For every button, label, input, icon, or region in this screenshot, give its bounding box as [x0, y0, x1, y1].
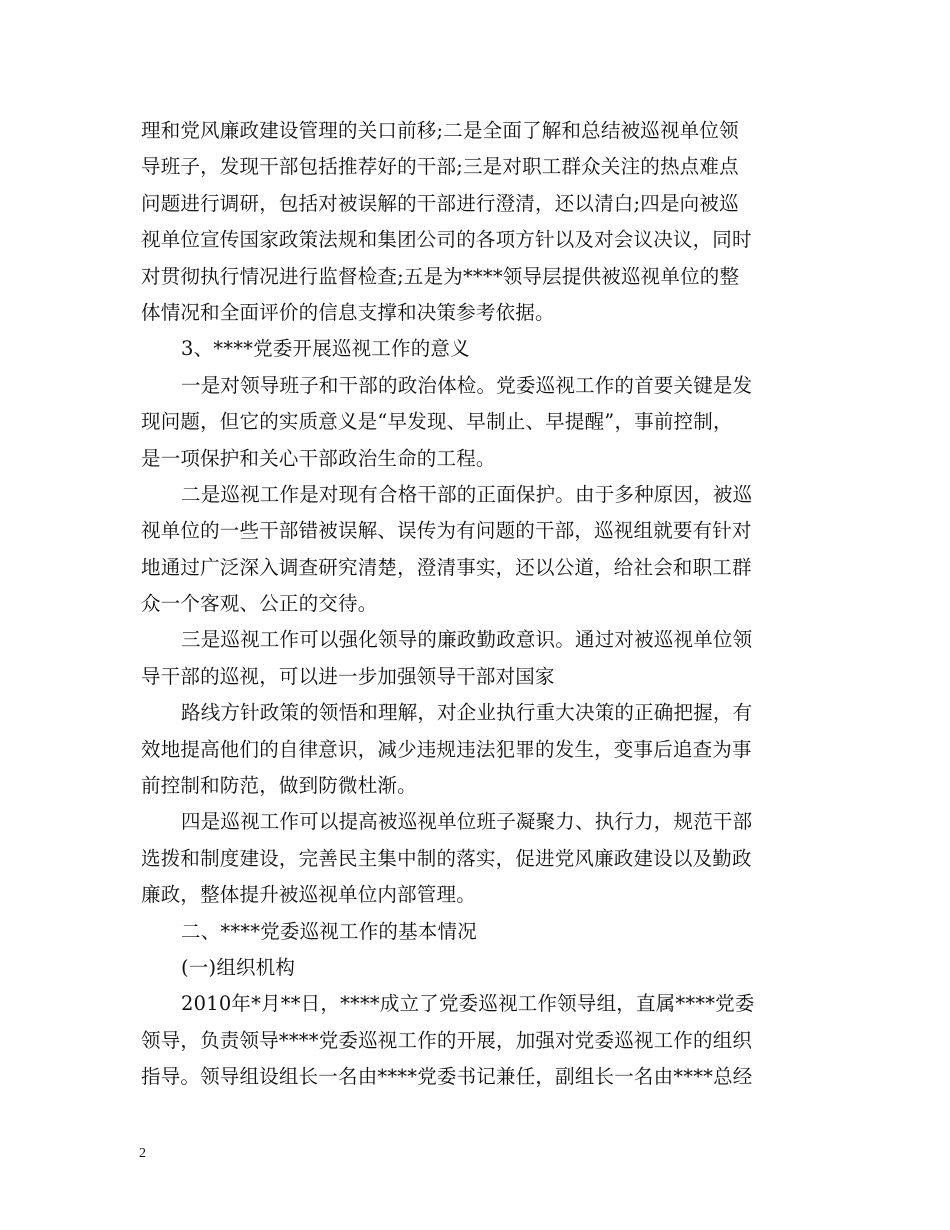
text-line: 领导，负责领导****党委巡视工作的开展，加强对党委巡视工作的组织 [141, 1028, 753, 1052]
text-line: 三是巡视工作可以强化领导的廉政勤政意识。通过对被巡视单位领 [181, 628, 753, 652]
text-line: 导班子，发现干部包括推荐好的干部;三是对职工群众关注的热点难点 [141, 155, 739, 179]
page-number: 2 [139, 1146, 146, 1161]
text-line: 视单位宣传国家政策法规和集团公司的各项方针以及对会议决议，同时 [141, 228, 752, 252]
text-line: 二、****党委巡视工作的基本情况 [181, 919, 477, 943]
text-line: 一是对领导班子和干部的政治体检。党委巡视工作的首要关键是发 [181, 373, 753, 397]
text-line: 理和党风廉政建设管理的关口前移;二是全面了解和总结被巡视单位领 [141, 119, 739, 142]
text-line: 是一项保护和关心干部政治生命的工程。 [141, 446, 496, 470]
text-line: 前控制和防范，做到防微杜渐。 [141, 774, 417, 798]
text-line: 效地提高他们的自律意识，减少违规违法犯罪的发生，变事后追查为事 [141, 737, 752, 761]
text-line: (一)组织机构 [181, 955, 296, 979]
text-line: 二是巡视工作是对现有合格干部的正面保护。由于多种原因，被巡 [181, 482, 753, 506]
text-line: 选拨和制度建设，完善民主集中制的落实，促进党风廉政建设以及勤政 [141, 846, 752, 870]
text-line: 地通过广泛深入调查研究清楚，澄清事实，还以公道，给社会和职工群 [141, 555, 752, 579]
text-line: 四是巡视工作可以提高被巡视单位班子凝聚力、执行力，规范干部 [181, 810, 753, 834]
text-line: 现问题，但它的实质意义是“早发现、早制止、早提醒”，事前控制， [141, 410, 733, 434]
text-line: 体情况和全面评价的信息支撑和决策参考依据。 [141, 300, 555, 324]
text-line: 2010年*月**日，****成立了党委巡视工作领导组，直属****党委 [181, 992, 755, 1016]
text-line: 对贯彻执行情况进行监督检查;五是为****领导层提供被巡视单位的整 [141, 264, 740, 288]
text-line: 问题进行调研，包括对被误解的干部进行澄清，还以清白;四是向被巡 [141, 191, 739, 215]
text-line: 视单位的一些干部错被误解、误传为有问题的干部，巡视组就要有针对 [141, 519, 752, 543]
text-line: 导干部的巡视，可以进一步加强领导干部对国家 [141, 664, 555, 688]
text-line: 3、****党委开展巡视工作的意义 [181, 337, 470, 361]
text-line: 路线方针政策的领悟和理解，对企业执行重大决策的正确把握，有 [181, 701, 753, 725]
text-line: 众一个客观、公正的交待。 [141, 592, 378, 616]
text-line: 指导。领导组设组长一名由****党委书记兼任，副组长一名由****总经 [141, 1065, 753, 1089]
document-body [141, 113, 811, 1096]
text-line: 廉政，整体提升被巡视单位内部管理。 [141, 883, 476, 907]
